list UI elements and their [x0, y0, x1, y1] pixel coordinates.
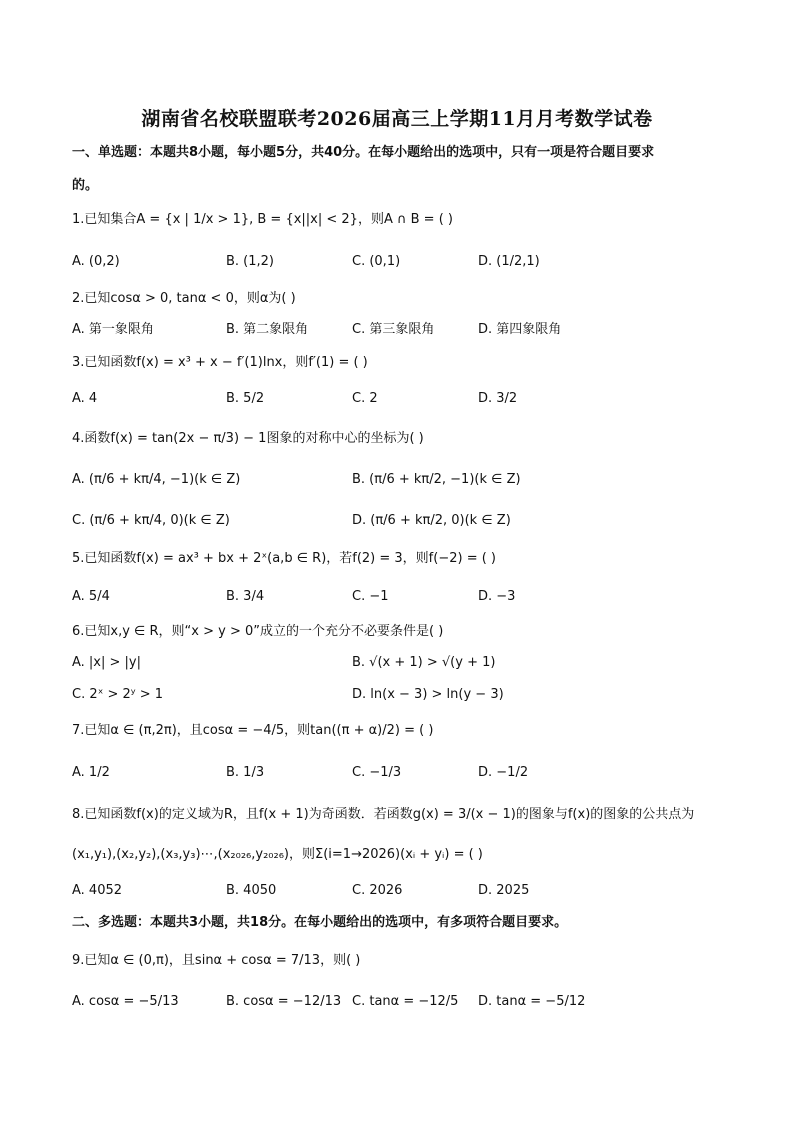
q2-option-d: D. 第四象限角: [478, 322, 562, 337]
q3-stem: 3.已知函数f(x) = x³ + x − f′(1)lnx，则f′(1) = ( ): [72, 355, 368, 370]
q1-stem: 1.已知集合A = {x | 1/x > 1}, B = {x||x| < 2}，则A ∩ B = ( ): [72, 212, 453, 227]
q7-option-d: D. −1/2: [478, 765, 529, 780]
q3-option-c: C. 2: [352, 391, 378, 406]
q1-option-d: D. (1/2,1): [478, 254, 540, 269]
q2-option-b: B. 第二象限角: [226, 322, 309, 337]
q6-option-d: D. ln(x − 3) > ln(y − 3): [352, 687, 504, 702]
q8-option-d: D. 2025: [478, 883, 530, 898]
q6-stem: 6.已知x,y ∈ R，则“x > y > 0”成立的一个充分不必要条件是( ): [72, 624, 444, 639]
q9-stem: 9.已知α ∈ (0,π)，且sinα + cosα = 7/13，则( ): [72, 953, 361, 968]
q1-option-a: A. (0,2): [72, 254, 120, 269]
q7-option-b: B. 1/3: [226, 765, 265, 780]
section2-heading: 二、多选题：本题共3小题，共18分。在每小题给出的选项中，有多项符合题目要求。: [72, 915, 568, 930]
q2-option-a: A. 第一象限角: [72, 322, 154, 337]
q5-stem: 5.已知函数f(x) = ax³ + bx + 2ˣ(a,b ∈ R)，若f(2) = 3，则f(−2) = ( ): [72, 551, 496, 566]
q4-option-c: C. (π/6 + kπ/4, 0)(k ∈ Z): [72, 513, 230, 528]
q5-option-b: B. 3/4: [226, 589, 265, 604]
q3-option-b: B. 5/2: [226, 391, 265, 406]
q6-option-a: A. |x| > |y|: [72, 655, 141, 670]
q4-option-d: D. (π/6 + kπ/2, 0)(k ∈ Z): [352, 513, 511, 528]
q7-option-a: A. 1/2: [72, 765, 110, 780]
q8-stem-line2: (x₁,y₁),(x₂,y₂),(x₃,y₃)⋯,(x₂₀₂₆,y₂₀₂₆)，则Σ(i=1→2026)(xᵢ + yᵢ) = ( ): [72, 847, 483, 862]
q7-option-c: C. −1/3: [352, 765, 402, 780]
q3-option-a: A. 4: [72, 391, 98, 406]
q6-option-c: C. 2ˣ > 2ʸ > 1: [72, 687, 164, 702]
q1-option-b: B. (1,2): [226, 254, 275, 269]
q5-option-c: C. −1: [352, 589, 389, 604]
q7-stem: 7.已知α ∈ (π,2π)，且cosα = −4/5，则tan((π + α)/2) = ( ): [72, 723, 434, 738]
q4-stem: 4.函数f(x) = tan(2x − π/3) − 1图象的对称中心的坐标为( ): [72, 431, 424, 446]
q8-option-b: B. 4050: [226, 883, 277, 898]
q9-option-c: C. tanα = −12/5: [352, 994, 459, 1009]
q4-option-b: B. (π/6 + kπ/2, −1)(k ∈ Z): [352, 472, 521, 487]
q2-stem: 2.已知cosα > 0, tanα < 0，则α为( ): [72, 291, 296, 306]
q1-option-c: C. (0,1): [352, 254, 401, 269]
section1-heading-line2: 的。: [72, 178, 99, 193]
q9-option-d: D. tanα = −5/12: [478, 994, 586, 1009]
q8-option-a: A. 4052: [72, 883, 123, 898]
q8-option-c: C. 2026: [352, 883, 403, 898]
q5-option-d: D. −3: [478, 589, 516, 604]
q9-option-b: B. cosα = −12/13: [226, 994, 342, 1009]
q9-option-a: A. cosα = −5/13: [72, 994, 179, 1009]
q8-stem-line1: 8.已知函数f(x)的定义域为R，且f(x + 1)为奇函数．若函数g(x) = 3/(x − 1)的图象与f(x)的图象的公共点为: [72, 807, 695, 822]
q3-option-d: D. 3/2: [478, 391, 518, 406]
q4-option-a: A. (π/6 + kπ/4, −1)(k ∈ Z): [72, 472, 241, 487]
q2-option-c: C. 第三象限角: [352, 322, 435, 337]
section1-heading-line1: 一、单选题：本题共8小题，每小题5分，共40分。在每小题给出的选项中，只有一项是符合题目要求: [72, 145, 655, 160]
q6-option-b: B. √(x + 1) > √(y + 1): [352, 655, 496, 670]
q5-option-a: A. 5/4: [72, 589, 110, 604]
exam-title: 湖南省名校联盟联考2026届高三上学期11月月考数学试卷: [141, 108, 653, 130]
